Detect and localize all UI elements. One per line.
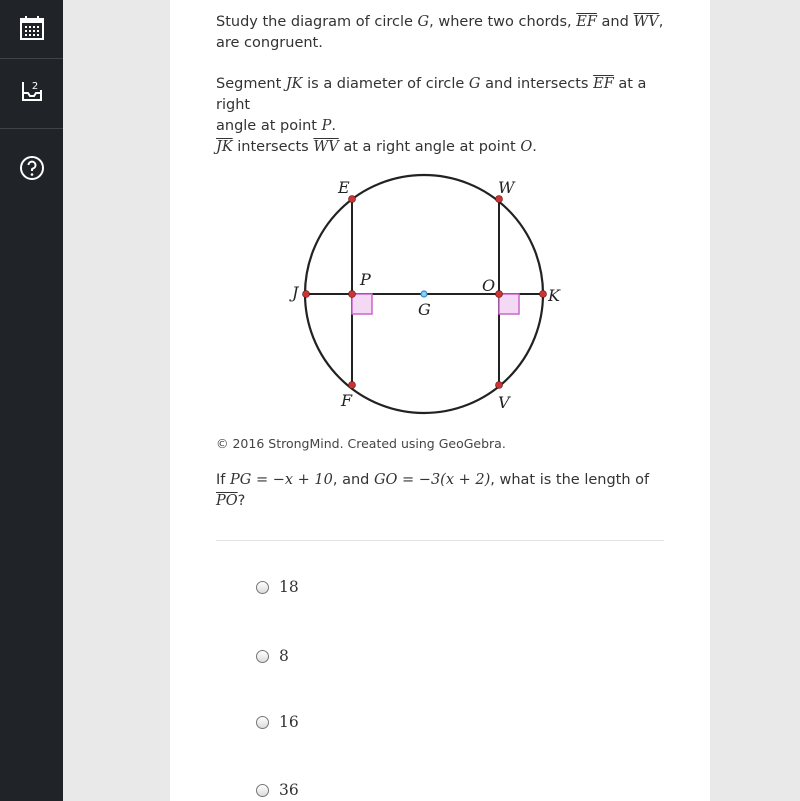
label-j: J: [292, 283, 299, 302]
answer-option-2[interactable]: [256, 647, 289, 665]
diameter-text: .: [331, 118, 336, 134]
answer-option-3[interactable]: [256, 713, 299, 731]
option-label: 36: [279, 781, 299, 799]
diameter-text: and intersects: [480, 76, 594, 92]
intersect-text: at a right angle at point: [338, 139, 521, 155]
page-background: [710, 0, 800, 801]
chord-wv: $\overline{WV}$: [633, 14, 659, 30]
intro-text: ,: [658, 14, 664, 30]
label-f: F: [341, 391, 353, 410]
point-p: P: [321, 118, 332, 134]
chord-ef: $\overline{EF}$: [593, 76, 614, 92]
circle-name: G: [468, 76, 481, 92]
question-prompt: [216, 470, 671, 512]
intersect-text: intersects: [232, 139, 314, 155]
answer-option-4[interactable]: [256, 781, 299, 799]
prompt-text: , and: [332, 472, 374, 488]
radio-button[interactable]: [256, 716, 269, 729]
question-diameter: [216, 74, 671, 158]
copyright-text: © 2016 StrongMind. Created using GeoGebra.: [216, 436, 506, 451]
sidebar: [0, 0, 63, 801]
chord-wv: $\overline{WV}$: [313, 139, 339, 155]
sidebar-divider: [0, 128, 63, 129]
calendar-icon: [19, 15, 45, 41]
radio-button[interactable]: [256, 650, 269, 663]
segment-jk: $\overline{JK}$: [216, 139, 233, 155]
intro-text: and: [596, 14, 634, 30]
diameter-text: Segment: [216, 76, 286, 92]
point-v: [496, 382, 503, 389]
option-label: 16: [279, 713, 299, 731]
intro-text: , where two chords,: [429, 14, 577, 30]
radio-button[interactable]: [256, 581, 269, 594]
question-intro: [216, 12, 671, 54]
option-label: 8: [279, 647, 289, 665]
label-g: G: [418, 300, 431, 319]
segment-po: $\overline{PO}$: [216, 493, 238, 509]
circle-name: G: [417, 14, 430, 30]
prompt-text: , what is the length of: [490, 472, 650, 488]
label-o: O: [482, 276, 496, 295]
intersect-text: .: [532, 139, 537, 155]
question-panel: [170, 0, 710, 801]
prompt-text: If: [216, 472, 230, 488]
intro-text: are congruent.: [216, 35, 323, 51]
point-g: [421, 291, 427, 297]
inbox-count-badge: 2: [31, 80, 39, 92]
divider: [216, 540, 664, 541]
label-e: E: [338, 178, 350, 197]
prompt-text: ?: [237, 493, 246, 509]
radio-button[interactable]: [256, 784, 269, 797]
right-angle-p: [352, 294, 372, 314]
sidebar-divider: [0, 58, 63, 59]
point-k: [540, 291, 547, 298]
sidebar-item-calendar[interactable]: [0, 6, 63, 50]
point-o: O: [520, 139, 533, 155]
label-p: P: [360, 270, 371, 289]
equation-go: GO = −3(x + 2): [373, 472, 491, 488]
point-p: [349, 291, 356, 298]
diameter-text: is a diameter of circle: [302, 76, 469, 92]
diameter-text: at a right: [216, 76, 647, 113]
help-icon: [18, 154, 46, 182]
option-label: 18: [279, 578, 299, 596]
point-o: [496, 291, 503, 298]
label-k: K: [548, 286, 560, 305]
sidebar-item-help[interactable]: [0, 146, 63, 190]
right-angle-o: [499, 294, 519, 314]
point-j: [303, 291, 310, 298]
sidebar-item-inbox[interactable]: [0, 68, 63, 112]
point-f: [349, 382, 356, 389]
chord-ef: $\overline{EF}$: [576, 14, 597, 30]
intro-text: Study the diagram of circle: [216, 14, 418, 30]
answer-option-1[interactable]: [256, 578, 299, 596]
circle-diagram: [280, 168, 600, 420]
diameter-text: angle at point: [216, 118, 322, 134]
segment-jk: JK: [285, 76, 303, 92]
equation-pg: PG = −x + 10: [230, 472, 333, 488]
label-w: W: [498, 178, 515, 197]
label-v: V: [498, 393, 510, 412]
